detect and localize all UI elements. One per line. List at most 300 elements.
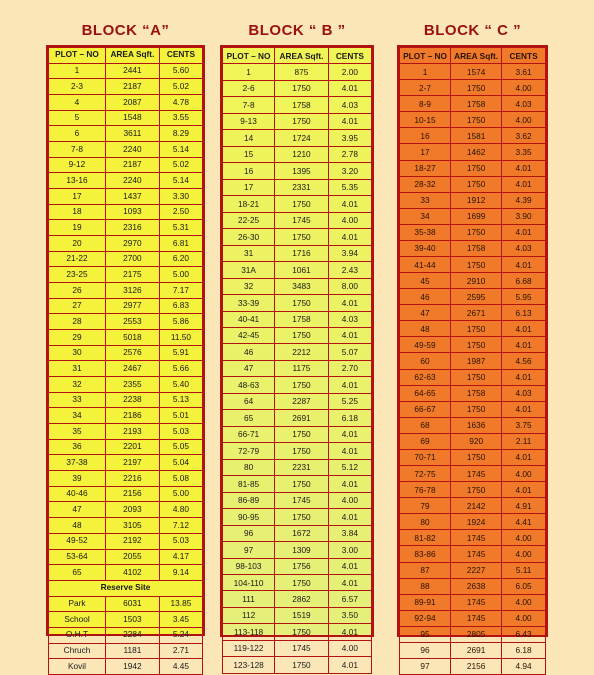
table-row — [400, 578, 546, 594]
cents-cell: 6.18 — [502, 642, 546, 658]
cents-cell: 2.43 — [328, 262, 371, 278]
cents-cell: 4.39 — [502, 192, 546, 208]
cents-cell: 4.56 — [502, 353, 546, 369]
plot-no-cell: 18-21 — [223, 196, 275, 212]
area-cell: 1758 — [451, 385, 502, 401]
plot-no-cell: 42-45 — [223, 327, 275, 343]
cents-cell: 5.13 — [159, 392, 202, 408]
area-cell: 2240 — [105, 142, 159, 158]
plot-no-cell: 37-38 — [49, 455, 106, 471]
plot-no-cell: 2-7 — [400, 80, 451, 96]
plot-no-cell: 89-91 — [400, 594, 451, 610]
table-row — [223, 262, 372, 278]
table-row — [400, 401, 546, 417]
cents-cell: 6.83 — [159, 298, 202, 314]
cents-cell: 8.00 — [328, 278, 371, 294]
table-row — [49, 549, 203, 565]
area-cell: 2201 — [105, 439, 159, 455]
area-cell: 1395 — [275, 163, 329, 179]
area-cell: 1758 — [451, 96, 502, 112]
cents-cell: 4.00 — [328, 212, 371, 228]
area-cell: 2671 — [451, 305, 502, 321]
cents-cell: 4.03 — [502, 240, 546, 256]
area-cell: 1750 — [451, 449, 502, 465]
cents-cell: 5.25 — [328, 393, 371, 409]
plot-no-cell: 15 — [223, 146, 275, 162]
area-cell: 1750 — [451, 482, 502, 498]
table-row — [49, 486, 203, 502]
plot-no-cell: 17 — [49, 189, 106, 205]
cents-cell: 5.08 — [159, 471, 202, 487]
table-row — [223, 295, 372, 311]
cents-cell: 8.29 — [159, 126, 202, 142]
area-cell: 1750 — [275, 476, 329, 492]
table-row — [49, 330, 203, 346]
cents-cell: 4.94 — [502, 658, 546, 674]
table-row — [400, 64, 546, 80]
table-row — [400, 433, 546, 449]
area-cell: 1724 — [275, 130, 329, 146]
column-header: AREA Sqft. — [105, 48, 159, 64]
area-cell: 2055 — [105, 549, 159, 565]
plot-no-cell: 112 — [223, 607, 275, 623]
area-cell: 1548 — [105, 110, 159, 126]
table-row — [49, 236, 203, 252]
cents-cell: 5.12 — [328, 459, 371, 475]
area-cell: 1716 — [275, 245, 329, 261]
cents-cell: 3.61 — [502, 64, 546, 80]
area-cell: 1574 — [451, 64, 502, 80]
plot-no-cell: 10-15 — [400, 112, 451, 128]
area-cell: 1309 — [275, 542, 329, 558]
cents-cell: 3.55 — [159, 110, 202, 126]
table-row — [49, 314, 203, 330]
plot-no-cell: 19 — [49, 220, 106, 236]
table-row — [223, 443, 372, 459]
column-header: CENTS — [159, 48, 202, 64]
area-cell: 2238 — [105, 392, 159, 408]
cents-cell: 5.02 — [159, 157, 202, 173]
area-cell: 1750 — [275, 113, 329, 129]
area-cell: 1912 — [451, 192, 502, 208]
table-row — [223, 476, 372, 492]
table-row — [400, 594, 546, 610]
cents-cell: 3.30 — [159, 189, 202, 205]
reserve-site-label: Reserve Site — [49, 580, 203, 596]
table-row — [223, 393, 372, 409]
plot-no-cell: 16 — [223, 163, 275, 179]
table-row — [223, 459, 372, 475]
plot-no-cell: 48 — [49, 518, 106, 534]
plot-no-cell: 2-6 — [223, 80, 275, 96]
plot-no-cell: Chruch — [49, 643, 106, 659]
plot-no-cell: 2-3 — [49, 79, 106, 95]
area-cell: 2638 — [451, 578, 502, 594]
cents-cell: 4.01 — [502, 160, 546, 176]
area-cell: 2231 — [275, 459, 329, 475]
plot-no-cell: 14 — [223, 130, 275, 146]
table-row — [49, 361, 203, 377]
table-row — [223, 196, 372, 212]
table-row — [400, 160, 546, 176]
table-row — [223, 575, 372, 591]
header-row — [49, 48, 203, 64]
plot-no-cell: 81-82 — [400, 530, 451, 546]
cents-cell: 5.86 — [159, 314, 202, 330]
cents-cell: 6.81 — [159, 236, 202, 252]
area-cell: 1750 — [451, 224, 502, 240]
plot-no-cell: 64-65 — [400, 385, 451, 401]
area-cell: 875 — [275, 64, 329, 80]
plot-no-cell: 80 — [400, 514, 451, 530]
plot-no-cell: 49-52 — [49, 533, 106, 549]
cents-cell: 4.01 — [502, 224, 546, 240]
area-cell: 1462 — [451, 144, 502, 160]
table-row — [49, 408, 203, 424]
table-row — [49, 189, 203, 205]
table-row — [223, 426, 372, 442]
table-row — [400, 626, 546, 642]
area-cell: 1699 — [451, 208, 502, 224]
plot-no-cell: 113-118 — [223, 624, 275, 640]
plot-no-cell: 7-8 — [49, 142, 106, 158]
column-header: AREA Sqft. — [275, 48, 329, 64]
area-cell: 1750 — [275, 80, 329, 96]
area-cell: 1745 — [451, 530, 502, 546]
cents-cell: 2.71 — [159, 643, 202, 659]
cents-cell: 4.01 — [502, 449, 546, 465]
plot-no-cell: 60 — [400, 353, 451, 369]
area-cell: 1745 — [451, 466, 502, 482]
plot-no-cell: 90-95 — [223, 509, 275, 525]
area-cell: 1758 — [451, 240, 502, 256]
table-row — [400, 240, 546, 256]
area-cell: 3611 — [105, 126, 159, 142]
area-cell: 2553 — [105, 314, 159, 330]
area-cell: 1750 — [451, 80, 502, 96]
plot-no-cell: 48 — [400, 321, 451, 337]
area-cell: 4102 — [105, 565, 159, 581]
cents-cell: 4.17 — [159, 549, 202, 565]
plot-no-cell: 65 — [223, 410, 275, 426]
plot-no-cell: 65 — [49, 565, 106, 581]
cents-cell: 4.41 — [502, 514, 546, 530]
plot-no-cell: 45 — [400, 273, 451, 289]
table-row — [49, 142, 203, 158]
plot-no-cell: 41-44 — [400, 257, 451, 273]
area-cell: 2355 — [105, 377, 159, 393]
cents-cell: 4.01 — [328, 476, 371, 492]
plot-no-cell: 4 — [49, 95, 106, 111]
header-row — [400, 48, 546, 64]
plot-no-cell: 27 — [49, 298, 106, 314]
area-cell: 2187 — [105, 79, 159, 95]
plot-no-cell: 17 — [223, 179, 275, 195]
area-cell: 3126 — [105, 283, 159, 299]
cents-cell: 4.01 — [328, 624, 371, 640]
area-cell: 1061 — [275, 262, 329, 278]
cents-cell: 7.17 — [159, 283, 202, 299]
area-cell: 1672 — [275, 525, 329, 541]
plot-no-cell: 8-9 — [400, 96, 451, 112]
table-row — [400, 658, 546, 674]
cents-cell: 5.40 — [159, 377, 202, 393]
area-cell: 2197 — [105, 455, 159, 471]
area-cell: 2576 — [105, 345, 159, 361]
table-row — [49, 157, 203, 173]
plot-no-cell: 87 — [400, 562, 451, 578]
area-cell: 2142 — [451, 498, 502, 514]
area-cell: 1750 — [275, 575, 329, 591]
table-row — [400, 642, 546, 658]
plot-no-cell: 21-22 — [49, 251, 106, 267]
plot-no-cell: 47 — [400, 305, 451, 321]
area-cell: 2691 — [451, 642, 502, 658]
table-row — [49, 79, 203, 95]
table-row — [49, 471, 203, 487]
table-row — [400, 112, 546, 128]
column-header: AREA Sqft. — [451, 48, 502, 64]
table-row — [223, 377, 372, 393]
table-row — [223, 558, 372, 574]
cents-cell: 4.80 — [159, 502, 202, 518]
table-row — [223, 542, 372, 558]
plot-no-cell: 123-128 — [223, 657, 275, 673]
area-cell: 1987 — [451, 353, 502, 369]
area-cell: 1750 — [451, 160, 502, 176]
table-row — [400, 353, 546, 369]
area-cell: 2287 — [275, 393, 329, 409]
table-row — [400, 321, 546, 337]
plot-no-cell: 68 — [400, 417, 451, 433]
area-cell: 1636 — [451, 417, 502, 433]
table-row — [223, 278, 372, 294]
table-row — [400, 337, 546, 353]
table-row — [223, 624, 372, 640]
plot-no-cell: 32 — [223, 278, 275, 294]
area-cell: 1750 — [275, 443, 329, 459]
column-header: PLOT – NO — [49, 48, 106, 64]
cents-cell: 6.18 — [328, 410, 371, 426]
area-cell: 1750 — [451, 112, 502, 128]
plot-no-cell: 9-12 — [49, 157, 106, 173]
cents-cell: 4.01 — [328, 327, 371, 343]
cents-cell: 4.01 — [502, 401, 546, 417]
cents-cell: 6.05 — [502, 578, 546, 594]
plot-no-cell: 35-38 — [400, 224, 451, 240]
area-cell: 1750 — [275, 229, 329, 245]
plot-no-cell: 23-25 — [49, 267, 106, 283]
plot-no-cell: 40-41 — [223, 311, 275, 327]
plot-no-cell: 33-39 — [223, 295, 275, 311]
cents-cell: 5.91 — [159, 345, 202, 361]
area-cell: 1750 — [451, 369, 502, 385]
cents-cell: 4.01 — [328, 426, 371, 442]
plot-no-cell: O.H.T — [49, 627, 106, 643]
area-cell: 2216 — [105, 471, 159, 487]
plot-no-cell: 26 — [49, 283, 106, 299]
cents-cell: 4.01 — [328, 295, 371, 311]
table-row — [400, 257, 546, 273]
plot-no-cell: 111 — [223, 591, 275, 607]
area-cell: 3105 — [105, 518, 159, 534]
plot-no-cell: 80 — [223, 459, 275, 475]
table-row — [223, 525, 372, 541]
table-row — [400, 546, 546, 562]
plot-no-cell: 29 — [49, 330, 106, 346]
area-cell: 1750 — [451, 401, 502, 417]
plot-no-cell: 40-46 — [49, 486, 106, 502]
table-row — [400, 144, 546, 160]
plot-no-cell: 16 — [400, 128, 451, 144]
area-cell: 2187 — [105, 157, 159, 173]
table-row — [49, 345, 203, 361]
cents-cell: 5.07 — [328, 344, 371, 360]
table-row — [400, 530, 546, 546]
cents-cell: 4.01 — [502, 176, 546, 192]
cents-cell: 4.01 — [502, 369, 546, 385]
area-cell: 2284 — [105, 627, 159, 643]
table-row — [223, 360, 372, 376]
area-cell: 1519 — [275, 607, 329, 623]
area-cell: 2193 — [105, 424, 159, 440]
area-cell: 1437 — [105, 189, 159, 205]
table-row — [400, 449, 546, 465]
cents-cell: 5.24 — [159, 627, 202, 643]
cents-cell: 3.62 — [502, 128, 546, 144]
area-cell: 1756 — [275, 558, 329, 574]
cents-cell: 4.01 — [328, 575, 371, 591]
plot-no-cell: 76-78 — [400, 482, 451, 498]
plot-no-cell: Kovil — [49, 659, 106, 675]
cents-cell: 4.01 — [502, 321, 546, 337]
table-row — [49, 298, 203, 314]
plot-no-cell: 1 — [400, 64, 451, 80]
cents-cell: 4.03 — [328, 97, 371, 113]
block-b-table — [220, 45, 374, 670]
table-row — [223, 97, 372, 113]
block-b-title: BLOCK “ B ” — [248, 22, 346, 39]
plot-no-cell: 79 — [400, 498, 451, 514]
plot-no-cell: 6 — [49, 126, 106, 142]
cents-cell: 4.01 — [328, 80, 371, 96]
plot-no-cell: 49-59 — [400, 337, 451, 353]
area-cell: 1750 — [275, 295, 329, 311]
cents-cell: 4.01 — [328, 196, 371, 212]
cents-cell: 4.01 — [502, 337, 546, 353]
cents-cell: 3.90 — [502, 208, 546, 224]
area-cell: 1503 — [105, 612, 159, 628]
plot-no-cell: 88 — [400, 578, 451, 594]
reserve-site-row — [49, 580, 203, 596]
table-row — [400, 224, 546, 240]
cents-cell: 5.31 — [159, 220, 202, 236]
area-cell: 2862 — [275, 591, 329, 607]
cents-cell: 5.14 — [159, 173, 202, 189]
plot-no-cell: 104-110 — [223, 575, 275, 591]
table-row — [223, 344, 372, 360]
cents-cell: 3.20 — [328, 163, 371, 179]
cents-cell: 3.35 — [502, 144, 546, 160]
table-row — [400, 192, 546, 208]
cents-cell: 4.00 — [502, 466, 546, 482]
plot-no-cell: 66-67 — [400, 401, 451, 417]
cents-cell: 5.00 — [159, 267, 202, 283]
table-row — [223, 327, 372, 343]
cents-cell: 6.43 — [502, 626, 546, 642]
table-row — [223, 229, 372, 245]
plot-no-cell: 119-122 — [223, 640, 275, 656]
cents-cell: 2.50 — [159, 204, 202, 220]
plot-no-cell: 31A — [223, 262, 275, 278]
cents-cell: 4.03 — [328, 311, 371, 327]
cents-cell: 4.45 — [159, 659, 202, 675]
table-row — [400, 289, 546, 305]
cents-cell: 3.95 — [328, 130, 371, 146]
plot-no-cell: 98-103 — [223, 558, 275, 574]
area-cell: 1750 — [275, 327, 329, 343]
cents-cell: 5.03 — [159, 533, 202, 549]
table-row — [223, 163, 372, 179]
plot-no-cell: 31 — [223, 245, 275, 261]
cents-cell: 4.01 — [328, 443, 371, 459]
cents-cell: 4.00 — [502, 530, 546, 546]
plot-no-cell: 66-71 — [223, 426, 275, 442]
table-row — [49, 204, 203, 220]
area-cell: 2805 — [451, 626, 502, 642]
table-row — [49, 267, 203, 283]
plot-no-cell: 70-71 — [400, 449, 451, 465]
cents-cell: 11.50 — [159, 330, 202, 346]
cents-cell: 5.14 — [159, 142, 202, 158]
cents-cell: 2.70 — [328, 360, 371, 376]
table-row — [49, 643, 203, 659]
column-header: PLOT – NO — [400, 48, 451, 64]
table-row — [223, 113, 372, 129]
table-row — [223, 410, 372, 426]
area-cell: 1750 — [275, 196, 329, 212]
cents-cell: 5.04 — [159, 455, 202, 471]
cents-cell: 4.00 — [502, 80, 546, 96]
cents-cell: 9.14 — [159, 565, 202, 581]
area-cell: 1750 — [275, 624, 329, 640]
plot-no-cell: 96 — [223, 525, 275, 541]
plot-no-cell: 30 — [49, 345, 106, 361]
table-row — [223, 657, 372, 673]
area-cell: 2227 — [451, 562, 502, 578]
cents-cell: 6.13 — [502, 305, 546, 321]
table-row — [49, 283, 203, 299]
area-cell: 2175 — [105, 267, 159, 283]
column-header: CENTS — [328, 48, 371, 64]
plot-no-cell: 28-32 — [400, 176, 451, 192]
area-cell: 2441 — [105, 63, 159, 79]
area-cell: 1750 — [275, 377, 329, 393]
table-row — [400, 80, 546, 96]
column-header: CENTS — [502, 48, 546, 64]
cents-cell: 4.01 — [502, 482, 546, 498]
table-row — [223, 130, 372, 146]
cents-cell: 4.03 — [502, 385, 546, 401]
table-row — [49, 220, 203, 236]
plot-no-cell: 32 — [49, 377, 106, 393]
area-cell: 1750 — [451, 257, 502, 273]
cents-cell: 5.95 — [502, 289, 546, 305]
area-cell: 1750 — [451, 321, 502, 337]
plot-no-cell: 26-30 — [223, 229, 275, 245]
table-row — [223, 64, 372, 80]
cents-cell: 4.00 — [502, 594, 546, 610]
